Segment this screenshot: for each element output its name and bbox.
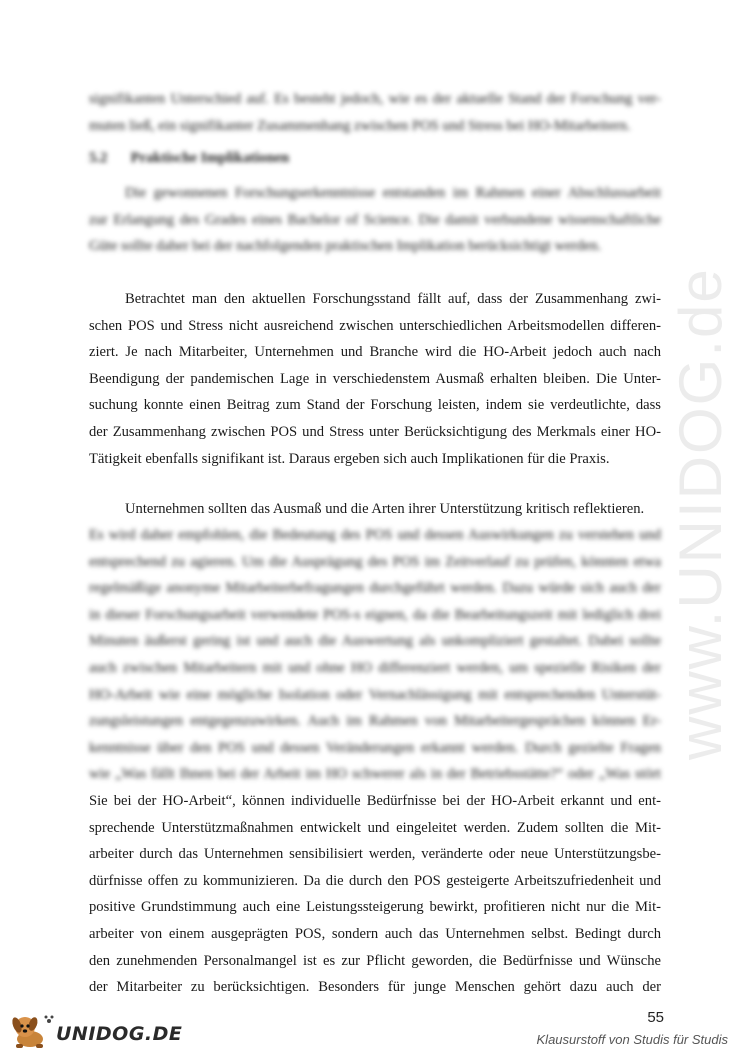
text-line: zungsleistungen entgegenzuwirken. Auch im Rahmen von Mitarbeitergesprächen können Er- (89, 713, 661, 730)
logo-text: UNIDOG.DE (56, 1022, 183, 1045)
text-line: Minuten äußerst gering ist und auch die Auswertung als unkompliziert gestaltet. Dabei sollte (89, 633, 661, 650)
text-line: dürfnisse offen zu kommunizieren. Da die durch den POS gesteigerte Arbeitszufriedenheit und (89, 872, 661, 889)
blurred-paragraph-top (89, 86, 661, 139)
section-heading (89, 150, 289, 167)
text-line: Es wird daher empfohlen, die Bedeutung des POS und dessen Auswirkungen zu verstehen und (89, 527, 661, 543)
text-line: der Zusammenhang zwischen POS und Stress unter Berücksichtigung des Merkmals einer HO- (89, 423, 661, 440)
section-title: Praktische Implikationen (130, 150, 290, 166)
text-line: positive Grundstimmung auch eine Leistungssteigerung bewirkt, profitieren nicht nur die Mit- (89, 899, 661, 916)
text-line: arbeiter durch das Unternehmen sensibilisiert werden, veränderte oder neue Unterstützungsbe- (89, 846, 661, 863)
watermark: www.UNIDOG.de (667, 267, 734, 760)
section-number: 5.2 (89, 150, 108, 166)
text-line: der Mitarbeiter zu berücksichtigen. Besonders für junge Menschen gehört dazu auch der (89, 979, 661, 996)
blurred-paragraph-2 (89, 522, 661, 788)
text-line: suchung konnte einen Beitrag zum Stand der Forschung leisten, indem sie verdeutlichte, dass (89, 397, 661, 414)
page-number: 55 (647, 1009, 664, 1026)
text-line: arbeiter von einem ausgeprägten POS, sondern auch das Unternehmen selbst. Bedingt durch (89, 925, 661, 942)
text-line: zur Erlangung des Grades eines Bachelor of Science. Die damit verbundene wissenschaftliche (89, 211, 661, 228)
text-line: auch zwischen Mitarbeitern mit und ohne HO differenziert werden, um spezielle Risiken der (89, 659, 661, 676)
text-line: Sie bei der HO-Arbeit“, können individuelle Bedürfnisse bei der HO-Arbeit erkannt und ent- (89, 793, 661, 809)
text-line: ziert. Je nach Mitarbeiter, Unternehmen und Branche wird die HO-Arbeit jedoch auch nach (89, 344, 661, 361)
text-line: wie „Was fällt Ihnen bei der Arbeit im HO schwerer als in der Betriebsstätte?“ oder „Was stört (89, 766, 661, 783)
text-line: HO-Arbeit wie eine mögliche Isolation oder Vernachlässigung mit entsprechenden Unterstüt- (89, 686, 661, 703)
footer-tagline: Klausurstoff von Studis für Studis (536, 1032, 728, 1047)
text-line: in dieser Forschungsarbeit verwendete POS-s eignen, da die Bearbeitungszeit mit lediglich drei (89, 606, 661, 623)
text-line: Beendigung der pandemischen Lage in verschiedenstem Ausmaß erhalten bleiben. Die Unter- (89, 370, 661, 387)
text-line: regelmäßige anonyme Mitarbeiterbefragungen durchgeführt werden. Dazu würde sich auch der (89, 580, 661, 597)
text-line: kenntnisse über den POS und dessen Veränderungen erkannt werden. Durch gezielte Fragen (89, 739, 661, 756)
text-line: signifikanten Unterschied auf. Es besteht jedoch, wie es der aktuelle Stand der Forschung ver- (89, 91, 661, 107)
dog-mascot-icon (8, 1013, 54, 1054)
text-line: Unternehmen sollten das Ausmaß und die Arten ihrer Unterstützung kritisch reflektieren. (125, 501, 645, 517)
text-line: sprechende Unterstützmaßnahmen entwickelt und eingeleitet werden. Zudem sollten die Mit- (89, 819, 661, 836)
text-line: Die gewonnenen Forschungserkenntnisse entstanden im Rahmen einer Abschlussarbeit (125, 185, 661, 201)
body-paragraph-2-continued (89, 788, 661, 1001)
text-line: Güte sollte daher bei der nachfolgenden praktischen Implikation berücksichtigt werden. (89, 238, 602, 255)
unidog-logo[interactable] (8, 1013, 182, 1054)
body-paragraph-1 (89, 286, 661, 472)
text-line: Betrachtet man den aktuellen Forschungsstand fällt auf, dass der Zusammenhang zwi- (125, 291, 661, 307)
blurred-paragraph-intro (89, 180, 661, 260)
body-paragraph-2-first-line (89, 496, 661, 523)
text-line: entsprechend zu agieren. Um die Ausprägung des POS im Zeitverlauf zu prüfen, könnten etwa (89, 553, 661, 570)
text-line: muten ließ, ein signifikanter Zusammenhang zwischen POS und Stress bei HO-Mitarbeitern. (89, 117, 631, 134)
text-line: Tätigkeit ebenfalls signifikant ist. Daraus ergeben sich auch Implikationen für die Praxis. (89, 450, 610, 467)
text-line: den zunehmenden Personalmangel ist es zur Pflicht geworden, die Bedürfnisse und Wünsche (89, 952, 661, 969)
text-line: schen POS und Stress nicht ausreichend zwischen unterschiedlichen Arbeitsmodellen differen- (89, 317, 661, 334)
